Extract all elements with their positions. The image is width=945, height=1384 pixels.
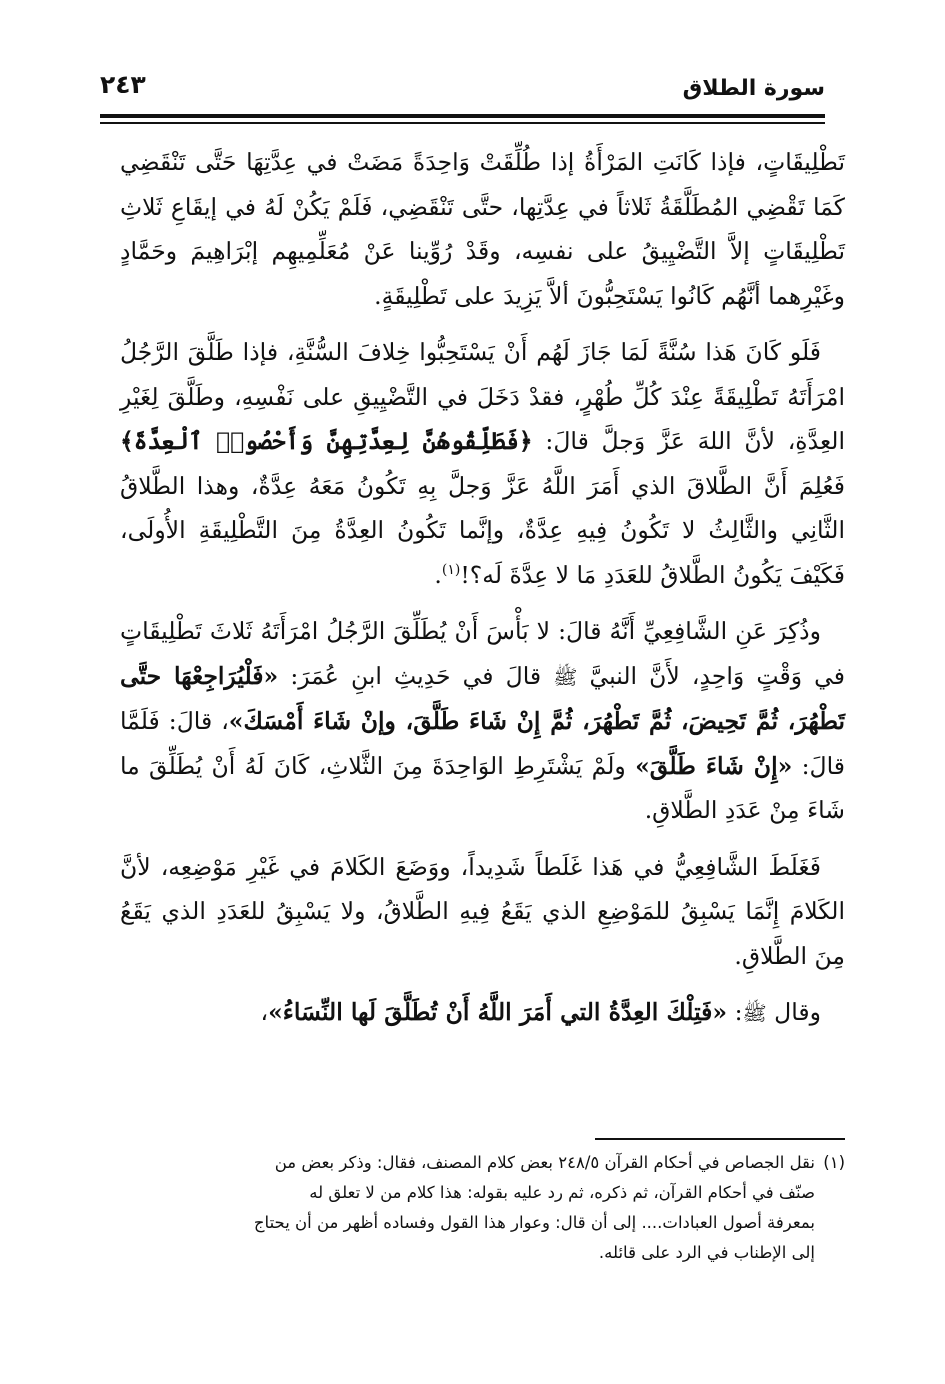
page-header	[100, 70, 825, 110]
paragraph-2-text-b: فَعُلِمَ أَنَّ الطَّلاقَ الذي أَمَرَ اللَّهُ عَزَّ وَجلَّ بِهِ تَكُونُ مَعَهُ عِدَّةٌ، وهذا الطَّلاقُ الثَّانِي والثَّالِثُ لا تَكُونُ فِيهِ عِدَّةٌ، وإنَّما تَكُونُ العِدَّةُ مِنَ التَّطْلِيقَةِ الأُولَى، فَكَيْفَ يَكُونُ الطَّلاقُ للعَدَدِ مَا لا عِدَّةَ لَه؟!	[120, 471, 845, 589]
paragraph-5	[120, 990, 845, 1036]
footnote-line-1	[120, 1148, 845, 1178]
page-number: ٢٤٣	[100, 70, 146, 99]
quran-verse: ﴿فَطَلِّقُوهُنَّ لِعِدَّتِهِنَّ وَأَحْصُوا۟ ٱلْعِدَّةَ﴾	[120, 427, 533, 455]
footnote-line-2: صنّف في أحكام القرآن، ثم ذكره، ثم رد عليه بقوله: هذا كلام من لا تعلق له	[309, 1183, 815, 1202]
paragraph-3-text-d: ولَمْ يَشْتَرِطِ الوَاحِدَةَ مِنَ الثَّلاثِ، كَانَ لَهُ أَنْ يُطَلِّقَ ما شَاءَ مِنْ عَدَدِ الطَّلاقِ.	[120, 751, 845, 824]
footnote-line-1-text: نقل الجصاص في أحكام القرآن ٢٤٨/٥ بعض كلام المصنف، فقال: وذكر بعض من	[274, 1153, 815, 1172]
header-rule-thick	[100, 114, 825, 118]
paragraph-5-text-a: وقال	[774, 998, 821, 1026]
footnote	[120, 1148, 845, 1268]
paragraph-3-text-a: وذُكِرَ عَنِ الشَّافِعِيِّ أَنَّهُ قالَ: لا بَأْسَ أَنْ يُطَلِّقَ الرَّجُلُ امْرَأَتَهُ ثَلاثَ تَطْلِيقَاتٍ في وَقْتٍ وَاحِدٍ، لأَنَّ النبيَّ	[120, 617, 845, 690]
main-text	[120, 140, 845, 1048]
footnote-separator	[595, 1138, 845, 1140]
hadith-quote-2: «إِنْ شَاءَ طَلَّقَ»	[635, 751, 793, 780]
paragraph-2-text-a: فَلَو كَانَ هَذا سُنَّةً لَمَا جَازَ لَهُم أَنْ يَسْتَحِبُّوا خِلافَ السُّنَّةِ، فإذا طَلَّقَ الرَّجُلُ امْرَأَتَهُ تَطْلِيقَةً عِنْدَ كُلِّ طُهْرٍ، فقدْ دَخَلَ في التَّضْيِيقِ على نَفْسِهِ، وطَلَّقَ لِغَيْرِ العِدَّةِ، لأنَّ اللهَ عَزَّ وَجلَّ قالَ:	[120, 338, 845, 455]
header-rule-thin	[100, 122, 825, 124]
paragraph-2: فَلَو كَانَ هَذا سُنَّةً لَمَا جَازَ لَهُم أَنْ يَسْتَحِبُّوا خِلافَ السُّنَّةِ، فإذا طَلَّقَ الرَّجُلُ امْرَأَتَهُ تَطْلِيقَةً عِنْدَ كُلِّ طُهْرٍ، فقدْ دَخَلَ في التَّضْيِيقِ على نَفْسِهِ، وطَلَّقَ لِغَيْرِ العِدَّةِ، لأنَّ اللهَ عَزَّ وَجلَّ قالَ: ﴿فَطَلِّقُوهُنَّ لِعِدَّتِهِنَّ وَأَحْصُوا۟ ٱلْعِدَّةَ﴾ فَعُلِمَ أَنَّ الطَّلاقَ الذي أَمَرَ اللَّهُ عَزَّ وَجلَّ بِهِ تَكُونُ مَعَهُ عِدَّةٌ، وهذا الطَّلاقُ الثَّانِي والثَّالِثُ لا تَكُونُ فِيهِ عِدَّةٌ، وإنَّما تَكُونُ العِدَّةُ مِنَ التَّطْلِيقَةِ الأُولَى، فَكَيْفَ يَكُونُ الطَّلاقُ للعَدَدِ مَا لا عِدَّةَ لَه؟!$^{(١)}$.	[120, 338, 845, 589]
hadith-quote-1: «فَلْيُرَاجِعْهَا حتَّى تَطْهُرَ، ثُمَّ تَحِيضَ، ثُمَّ تَطْهُرَ، ثُمَّ إِنْ شَاءَ طَلَّقَ، وإنْ شَاءَ أَمْسَكَ»	[120, 661, 846, 735]
footnote-line-3: بمعرفة أصول العبادات.... إلى أن قال: وعوار هذا القول وفساده أظهر من أن يحتاج	[253, 1213, 815, 1232]
salutation-glyph: ﷺ	[553, 664, 578, 689]
paragraph-5-text-c: ،	[260, 998, 269, 1026]
hadith-quote-3: «فَتِلْكَ العِدَّةُ التي أَمَرَ اللَّهُ أَنْ تُطَلَّقَ لَها النِّسَاءُ»	[268, 998, 728, 1026]
paragraph-5-text-b: :	[734, 998, 743, 1026]
paragraph-3-text-c: ، قالَ: فَلَمَّا قالَ:	[120, 707, 845, 780]
paragraph-4: فَغَلَطَ الشَّافِعِيُّ في هَذا غَلَطاً شَدِيداً، ووَضَعَ الكَلامَ في غَيْرِ مَوْضِعِه، لأنَّ الكَلامَ إِنَّمَا يَسْبِقُ للمَوْضِعِ الذي يَقَعُ فِيهِ الطَّلاقُ، ولا يَسْبِقُ للعَدَدِ الذي يَقَعُ مِنَ الطَّلاقِ.	[120, 852, 845, 970]
salutation-glyph: ﷺ	[742, 1001, 767, 1025]
footnote-number: (١)	[823, 1153, 845, 1172]
paragraph-1: تَطْلِيقَاتٍ، فإذا كَانَتِ المَرْأَةُ إذا طُلِّقَتْ وَاحِدَةً مَضَتْ في عِدَّتِهَا حَتَّى تَنْقَضِي كَمَا تَقْضِي المُطَلَّقَةُ ثَلاثاً في عِدَّتِها، حتَّى تَنْقَضِي، فَلَمْ يَكُنْ لَهُ في إيقَاعِ ثَلاثِ تَطْلِيقَاتٍ إلاَّ التَّضْيِيقُ على نفسِه، وقَدْ رُوِّينا عَنْ مُعَلِّمِيهِم إبْرَاهِيمَ وحَمَّادٍ وغَيْرِهما أنَّهُم كَانُوا يَسْتَحِبُّونَ ألاَّ يَزِيدَ على تَطْلِيقَةٍ.	[120, 148, 845, 310]
footnote-reference: (١)	[441, 561, 461, 578]
paragraph-3-text-b: قالَ في حَدِيثِ ابنِ عُمَرَ:	[290, 661, 542, 690]
footnote-line-4: إلى الإطناب في الرد على قائله.	[598, 1243, 815, 1262]
running-title: سورة الطلاق	[682, 76, 825, 101]
paragraph-3	[120, 609, 845, 833]
